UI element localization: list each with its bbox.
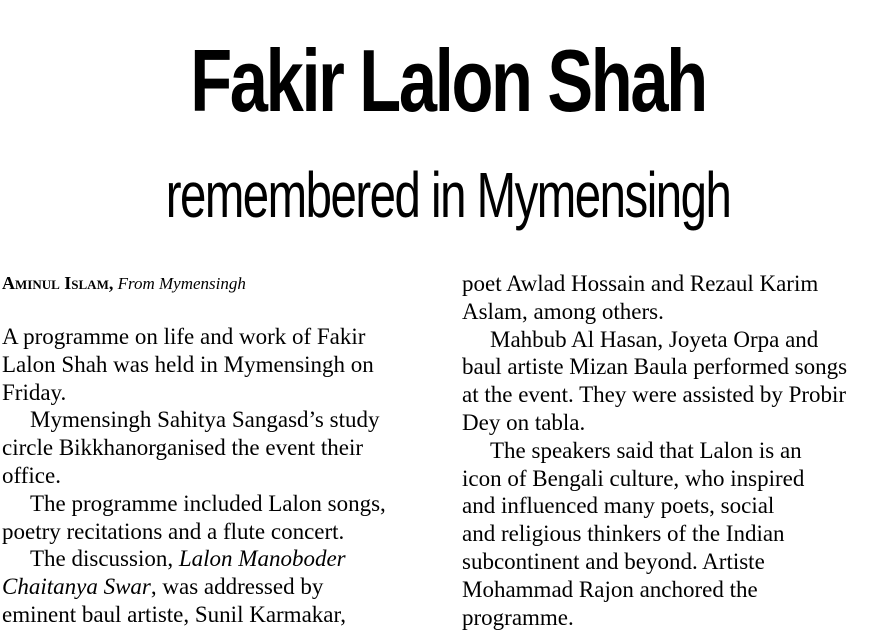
body-line: circle Bikkhanorganised the event their — [2, 435, 364, 461]
body-line: Friday. — [2, 379, 67, 405]
body-line: Lalon Shah was held in Mymensingh on — [2, 351, 374, 377]
body-line: poetry recitations and a flute concert. — [2, 518, 345, 544]
body-text: , was addressed by — [150, 574, 324, 600]
body-line: Mahbub Al Hasan, Joyeta Orpa and — [490, 326, 819, 352]
body-line: subcontinent and beyond. Artiste — [462, 548, 765, 574]
body-line: Dey on tabla. — [462, 409, 586, 435]
body-line: programme. — [462, 604, 574, 630]
body-text: The discussion, — [30, 546, 179, 572]
subheadline: remembered in Mymensingh — [165, 159, 731, 231]
article-column-left — [2, 268, 432, 629]
programme-title-part1: Lalon Manoboder — [178, 546, 346, 572]
byline-author: Aminul Islam, — [2, 273, 114, 293]
article-column-right — [462, 270, 894, 631]
body-line: Mohammad Rajon anchored the — [462, 576, 758, 602]
body-line: Mymensingh Sahitya Sangasd’s study — [30, 407, 380, 433]
body-line — [2, 573, 432, 601]
byline — [2, 272, 432, 295]
body-line: at the event. They were assisted by Probir — [462, 382, 847, 408]
body-line: and religious thinkers of the Indian — [462, 521, 785, 547]
body-line: office. — [2, 462, 61, 488]
body-line — [2, 545, 432, 573]
body-line: The speakers said that Lalon is an — [490, 437, 802, 463]
body-line: eminent baul artiste, Sunil Karmakar, — [2, 601, 346, 627]
body-line: and influenced many poets, social — [462, 493, 775, 519]
body-line: icon of Bengali culture, who inspired — [462, 465, 805, 491]
body-line: baul artiste Mizan Baula performed songs — [462, 354, 848, 380]
body-line: poet Awlad Hossain and Rezaul Karim — [462, 271, 819, 296]
programme-title-part2: Chaitanya Swar — [2, 574, 151, 600]
byline-location: From Mymensingh — [117, 274, 246, 293]
headline: Fakir Lalon Shah — [190, 31, 706, 130]
body-line: The programme included Lalon songs, — [30, 490, 386, 516]
body-line: A programme on life and work of Fakir — [2, 324, 366, 349]
body-line: Aslam, among others. — [462, 298, 664, 324]
